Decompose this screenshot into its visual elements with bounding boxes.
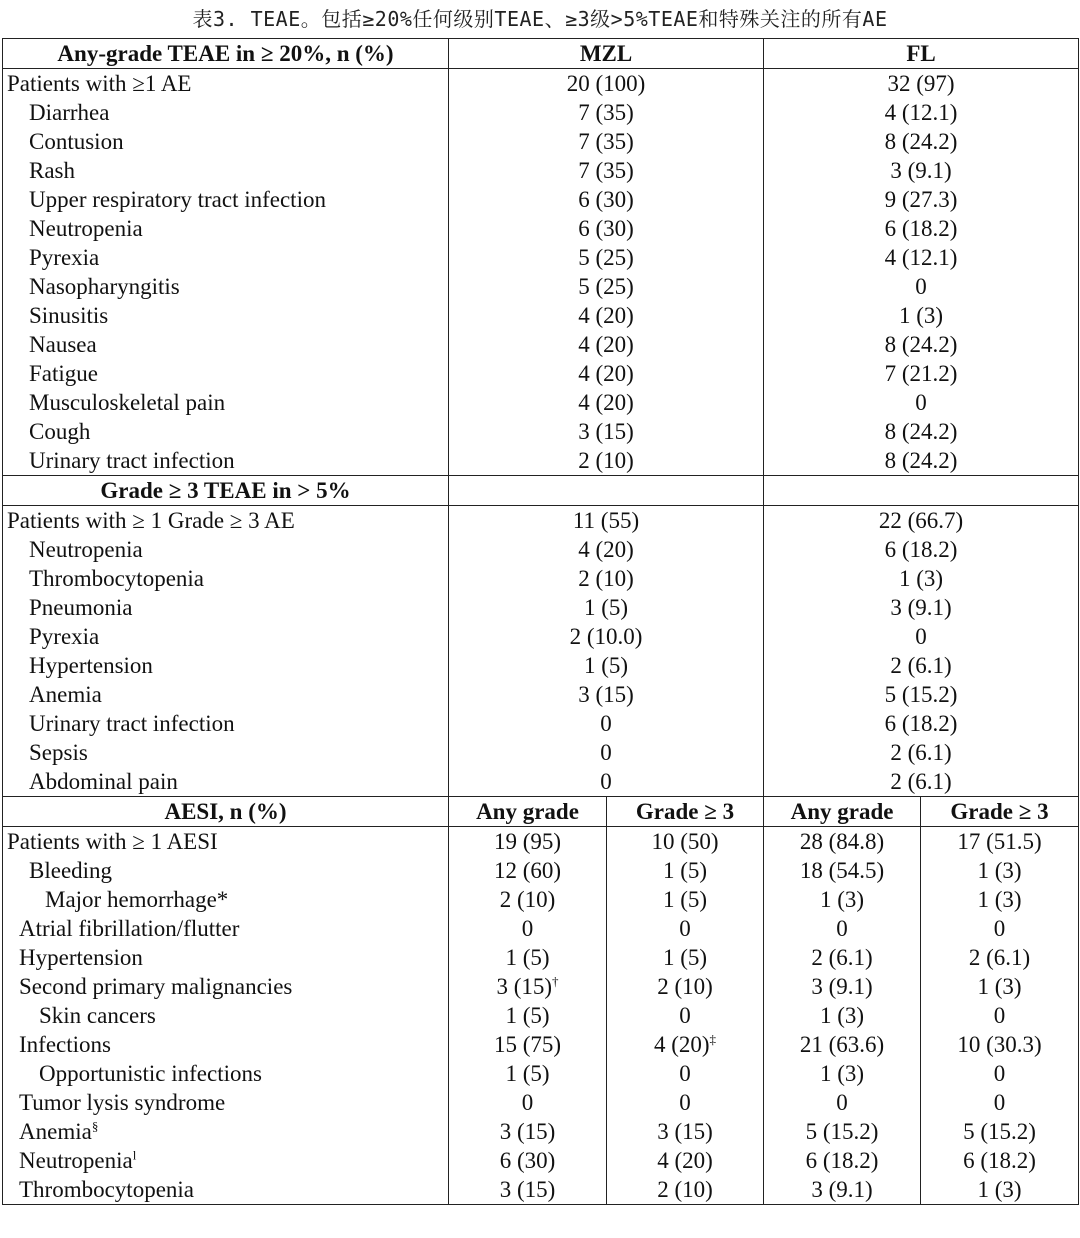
fl-value: 8 (24.2) (764, 127, 1079, 156)
cell-text: 0 (836, 1090, 848, 1115)
row-label-text: Bleeding (29, 858, 113, 883)
mzl-any-value (449, 1059, 607, 1088)
row-label: Fatigue (3, 359, 449, 388)
table-row (3, 1001, 1079, 1030)
row-label (3, 1088, 449, 1117)
mzl-any-value (449, 1175, 607, 1205)
row-label: Nausea (3, 330, 449, 359)
row-label: Anemia (3, 680, 449, 709)
table-row (3, 885, 1079, 914)
mzl-any-value (449, 1001, 607, 1030)
fl-g3-value (921, 1001, 1079, 1030)
row-label (3, 1059, 449, 1088)
fl-any-value (764, 914, 921, 943)
table-row (3, 156, 1079, 185)
cell-text: 0 (993, 1003, 1006, 1028)
cell-text: 10 (30.3) (957, 1032, 1042, 1057)
mzl-value: 1 (5) (449, 593, 764, 622)
row-label: Sinusitis (3, 301, 449, 330)
table-row (3, 914, 1079, 943)
table-row (3, 185, 1079, 214)
row-label (3, 856, 449, 885)
mzl-value: 6 (30) (449, 214, 764, 243)
cell-text: 2 (10) (499, 887, 556, 912)
mzl-value: 6 (30) (449, 185, 764, 214)
col-header-mzl: MZL (449, 39, 764, 69)
cell-text: 3 (15) (496, 974, 553, 999)
table-row (3, 622, 1079, 651)
mzl-value: 5 (25) (449, 272, 764, 301)
footnote-mark: † (552, 973, 559, 989)
mzl-value: 0 (449, 738, 764, 767)
cell-text: 12 (60) (493, 858, 562, 883)
mzl-g3-value (607, 856, 764, 885)
row-label: Thrombocytopenia (3, 564, 449, 593)
mzl-g3-value (607, 885, 764, 914)
fl-g3-value (921, 1175, 1079, 1205)
cell-text: 0 (679, 1003, 691, 1028)
table-row (3, 330, 1079, 359)
mzl-g3-value (607, 827, 764, 857)
mzl-any-value (449, 972, 607, 1001)
cell-text: 1 (3) (977, 887, 1022, 912)
table-row (3, 680, 1079, 709)
mzl-g3-value (607, 1059, 764, 1088)
cell-text: 0 (679, 1090, 691, 1115)
row-label (3, 1030, 449, 1059)
row-label: Pyrexia (3, 622, 449, 651)
cell-text: 5 (15.2) (805, 1119, 879, 1144)
mzl-any-value (449, 827, 607, 857)
cell-text: 2 (10) (657, 974, 713, 999)
footnote-mark: § (91, 1118, 99, 1134)
row-label-text: Anemia (19, 1119, 92, 1144)
subheader-fl-g3: Grade ≥ 3 (921, 797, 1079, 827)
subheader-mzl-g3: Grade ≥ 3 (607, 797, 764, 827)
cell-text: 1 (3) (977, 974, 1022, 999)
fl-g3-value (921, 1117, 1079, 1146)
table-row (3, 388, 1079, 417)
cell-text: 6 (18.2) (805, 1148, 879, 1173)
col-header-fl: FL (764, 39, 1079, 69)
cell-text: 6 (30) (499, 1148, 556, 1173)
table-row (3, 301, 1079, 330)
table-row (3, 127, 1079, 156)
table-row (3, 1059, 1079, 1088)
fl-value: 3 (9.1) (764, 593, 1079, 622)
row-label: Rash (3, 156, 449, 185)
table-row (3, 98, 1079, 127)
table-row (3, 359, 1079, 388)
mzl-value: 4 (20) (449, 359, 764, 388)
fl-value: 2 (6.1) (764, 767, 1079, 797)
table-row (3, 243, 1079, 272)
fl-value: 6 (18.2) (764, 535, 1079, 564)
cell-text: 0 (521, 916, 534, 941)
row-label: Urinary tract infection (3, 709, 449, 738)
cell-text: 5 (15.2) (963, 1119, 1036, 1144)
cell-text: 1 (5) (662, 887, 708, 912)
fl-value: 8 (24.2) (764, 417, 1079, 446)
section1-header-row (3, 39, 1079, 69)
cell-text: 3 (15) (499, 1119, 556, 1144)
mzl-value: 7 (35) (449, 98, 764, 127)
cell-text: 2 (6.1) (811, 945, 873, 970)
section3-header-row (3, 797, 1079, 827)
row-label (3, 1175, 449, 1205)
cell-text: 21 (63.6) (799, 1032, 885, 1057)
teae-table (2, 38, 1079, 1205)
table-row (3, 1088, 1079, 1117)
fl-value: 3 (9.1) (764, 156, 1079, 185)
row-label-text: Opportunistic infections (39, 1061, 262, 1086)
mzl-any-value (449, 1088, 607, 1117)
cell-text: 0 (679, 916, 691, 941)
row-label (3, 943, 449, 972)
row-label (3, 1001, 449, 1030)
fl-any-value (764, 1001, 921, 1030)
row-label: Cough (3, 417, 449, 446)
row-label-text: Major hemorrhage* (45, 887, 229, 912)
mzl-g3-value (607, 1146, 764, 1175)
subheader-mzl-any: Any grade (449, 797, 607, 827)
fl-value: 0 (764, 388, 1079, 417)
mzl-any-value (449, 943, 607, 972)
cell-text: 15 (75) (493, 1032, 562, 1057)
mzl-value: 1 (5) (449, 651, 764, 680)
mzl-any-value (449, 914, 607, 943)
fl-any-value (764, 972, 921, 1001)
mzl-value: 5 (25) (449, 243, 764, 272)
mzl-any-value (449, 885, 607, 914)
fl-value: 22 (66.7) (764, 506, 1079, 536)
mzl-value: 7 (35) (449, 156, 764, 185)
fl-any-value (764, 1146, 921, 1175)
fl-value: 2 (6.1) (764, 651, 1079, 680)
cell-text: 1 (3) (977, 1177, 1022, 1202)
cell-text: 1 (3) (977, 858, 1022, 883)
fl-g3-value (921, 1059, 1079, 1088)
fl-any-value (764, 1059, 921, 1088)
section2-header: Grade ≥ 3 TEAE in > 5% (3, 476, 449, 506)
row-label: Upper respiratory tract infection (3, 185, 449, 214)
fl-value: 5 (15.2) (764, 680, 1079, 709)
mzl-g3-value (607, 972, 764, 1001)
fl-value: 32 (97) (764, 69, 1079, 99)
row-label: Urinary tract infection (3, 446, 449, 476)
row-label-text: Thrombocytopenia (19, 1177, 195, 1202)
subheader-fl-any: Any grade (764, 797, 921, 827)
cell-text: 0 (993, 916, 1006, 941)
mzl-value: 11 (55) (449, 506, 764, 536)
table-row (3, 506, 1079, 536)
fl-any-value (764, 1175, 921, 1205)
section3-header: AESI, n (%) (3, 797, 449, 827)
footnote-mark: l (132, 1147, 137, 1163)
row-label-text: Second primary malignancies (19, 974, 293, 999)
cell-text: 0 (521, 1090, 534, 1115)
row-label-text: Patients with ≥ 1 AESI (7, 829, 218, 854)
fl-value: 7 (21.2) (764, 359, 1079, 388)
row-label (3, 1117, 449, 1146)
cell-text: 1 (5) (505, 945, 550, 970)
mzl-value: 3 (15) (449, 680, 764, 709)
cell-text: 3 (15) (657, 1119, 713, 1144)
mzl-g3-value (607, 914, 764, 943)
table-row (3, 1030, 1079, 1059)
fl-value: 2 (6.1) (764, 738, 1079, 767)
row-label: Pyrexia (3, 243, 449, 272)
table-row (3, 651, 1079, 680)
table-row (3, 214, 1079, 243)
fl-any-value (764, 827, 921, 857)
section2-header-mzl-blank (449, 476, 764, 506)
fl-g3-value (921, 856, 1079, 885)
section3-body (3, 827, 1079, 1205)
cell-text: 2 (6.1) (968, 945, 1031, 970)
fl-g3-value (921, 943, 1079, 972)
mzl-g3-value (607, 943, 764, 972)
cell-text: 3 (15) (499, 1177, 556, 1202)
table-caption: 表3. TEAE。包括≥20%任何级别TEAE、≥3级>5%TEAE和特殊关注的所有AE (192, 7, 888, 31)
table-row (3, 272, 1079, 301)
section2-header-row (3, 476, 1079, 506)
row-label: Sepsis (3, 738, 449, 767)
fl-g3-value (921, 1146, 1079, 1175)
row-label: Pneumonia (3, 593, 449, 622)
cell-text: 0 (993, 1061, 1006, 1086)
fl-value: 4 (12.1) (764, 243, 1079, 272)
cell-text: 1 (5) (505, 1003, 550, 1028)
fl-value: 8 (24.2) (764, 446, 1079, 476)
mzl-value: 20 (100) (449, 69, 764, 99)
section1-header: Any-grade TEAE in ≥ 20%, n (%) (3, 39, 449, 69)
fl-any-value (764, 1088, 921, 1117)
cell-text: 18 (54.5) (799, 858, 885, 883)
section1-body (3, 69, 1079, 476)
footnote-mark: ‡ (709, 1031, 717, 1047)
cell-text: 1 (3) (819, 1061, 865, 1086)
fl-any-value (764, 943, 921, 972)
row-label: Patients with ≥1 AE (3, 69, 449, 99)
mzl-g3-value (607, 1117, 764, 1146)
row-label: Abdominal pain (3, 767, 449, 797)
table-row (3, 564, 1079, 593)
row-label: Contusion (3, 127, 449, 156)
row-label (3, 885, 449, 914)
row-label (3, 972, 449, 1001)
row-label: Patients with ≥ 1 Grade ≥ 3 AE (3, 506, 449, 536)
mzl-any-value (449, 1117, 607, 1146)
fl-value: 8 (24.2) (764, 330, 1079, 359)
cell-text: 3 (9.1) (811, 1177, 873, 1202)
table-row (3, 69, 1079, 99)
fl-any-value (764, 885, 921, 914)
cell-text: 0 (993, 1090, 1006, 1115)
fl-value: 6 (18.2) (764, 214, 1079, 243)
fl-g3-value (921, 1030, 1079, 1059)
cell-text: 19 (95) (493, 829, 562, 854)
fl-value: 6 (18.2) (764, 709, 1079, 738)
mzl-value: 2 (10.0) (449, 622, 764, 651)
cell-text: 28 (84.8) (799, 829, 885, 854)
cell-text: 17 (51.5) (957, 829, 1042, 854)
table-row (3, 738, 1079, 767)
table-row (3, 709, 1079, 738)
row-label: Neutropenia (3, 535, 449, 564)
fl-value: 4 (12.1) (764, 98, 1079, 127)
fl-value: 0 (764, 272, 1079, 301)
table-row (3, 1117, 1079, 1146)
mzl-value: 4 (20) (449, 330, 764, 359)
table-row (3, 856, 1079, 885)
fl-g3-value (921, 914, 1079, 943)
cell-text: 3 (9.1) (811, 974, 873, 999)
mzl-value: 7 (35) (449, 127, 764, 156)
cell-text: 1 (5) (662, 945, 708, 970)
cell-text: 6 (18.2) (963, 1148, 1036, 1173)
section2-body (3, 506, 1079, 797)
row-label-text: Neutropenia (19, 1148, 133, 1173)
table-row (3, 943, 1079, 972)
row-label: Neutropenia (3, 214, 449, 243)
row-label: Nasopharyngitis (3, 272, 449, 301)
cell-text: 1 (5) (662, 858, 708, 883)
table-row (3, 446, 1079, 476)
row-label-text: Hypertension (19, 945, 143, 970)
row-label-text: Infections (19, 1032, 111, 1057)
fl-g3-value (921, 885, 1079, 914)
mzl-g3-value (607, 1001, 764, 1030)
table-row (3, 1175, 1079, 1205)
cell-text: 10 (50) (651, 829, 719, 854)
table-row (3, 827, 1079, 857)
table-row (3, 535, 1079, 564)
row-label: Hypertension (3, 651, 449, 680)
cell-text: 2 (10) (657, 1177, 713, 1202)
mzl-value: 2 (10) (449, 564, 764, 593)
cell-text: 1 (3) (819, 1003, 865, 1028)
table-row (3, 417, 1079, 446)
mzl-g3-value (607, 1030, 764, 1059)
fl-any-value (764, 1030, 921, 1059)
fl-g3-value (921, 972, 1079, 1001)
table-row (3, 1146, 1079, 1175)
mzl-value: 4 (20) (449, 301, 764, 330)
mzl-any-value (449, 1030, 607, 1059)
cell-text: 1 (3) (819, 887, 865, 912)
fl-value: 0 (764, 622, 1079, 651)
fl-any-value (764, 856, 921, 885)
cell-text: 0 (679, 1061, 691, 1086)
row-label (3, 827, 449, 857)
mzl-any-value (449, 1146, 607, 1175)
mzl-value: 4 (20) (449, 535, 764, 564)
row-label-text: Skin cancers (39, 1003, 156, 1028)
fl-g3-value (921, 827, 1079, 857)
fl-value: 1 (3) (764, 301, 1079, 330)
fl-value: 9 (27.3) (764, 185, 1079, 214)
mzl-value: 0 (449, 709, 764, 738)
cell-text: 4 (20) (657, 1148, 713, 1173)
table-row (3, 972, 1079, 1001)
mzl-g3-value (607, 1088, 764, 1117)
section2-header-fl-blank (764, 476, 1079, 506)
mzl-value: 0 (449, 767, 764, 797)
table-row (3, 593, 1079, 622)
row-label-text: Tumor lysis syndrome (19, 1090, 226, 1115)
mzl-value: 3 (15) (449, 417, 764, 446)
fl-value: 1 (3) (764, 564, 1079, 593)
cell-text: 0 (836, 916, 848, 941)
mzl-any-value (449, 856, 607, 885)
row-label: Diarrhea (3, 98, 449, 127)
cell-text: 1 (5) (505, 1061, 550, 1086)
fl-any-value (764, 1117, 921, 1146)
row-label (3, 914, 449, 943)
cell-text: 4 (20) (653, 1032, 710, 1057)
fl-g3-value (921, 1088, 1079, 1117)
row-label (3, 1146, 449, 1175)
table-row (3, 767, 1079, 797)
mzl-value: 4 (20) (449, 388, 764, 417)
row-label-text: Atrial fibrillation/flutter (19, 916, 240, 941)
mzl-value: 2 (10) (449, 446, 764, 476)
row-label: Musculoskeletal pain (3, 388, 449, 417)
mzl-g3-value (607, 1175, 764, 1205)
